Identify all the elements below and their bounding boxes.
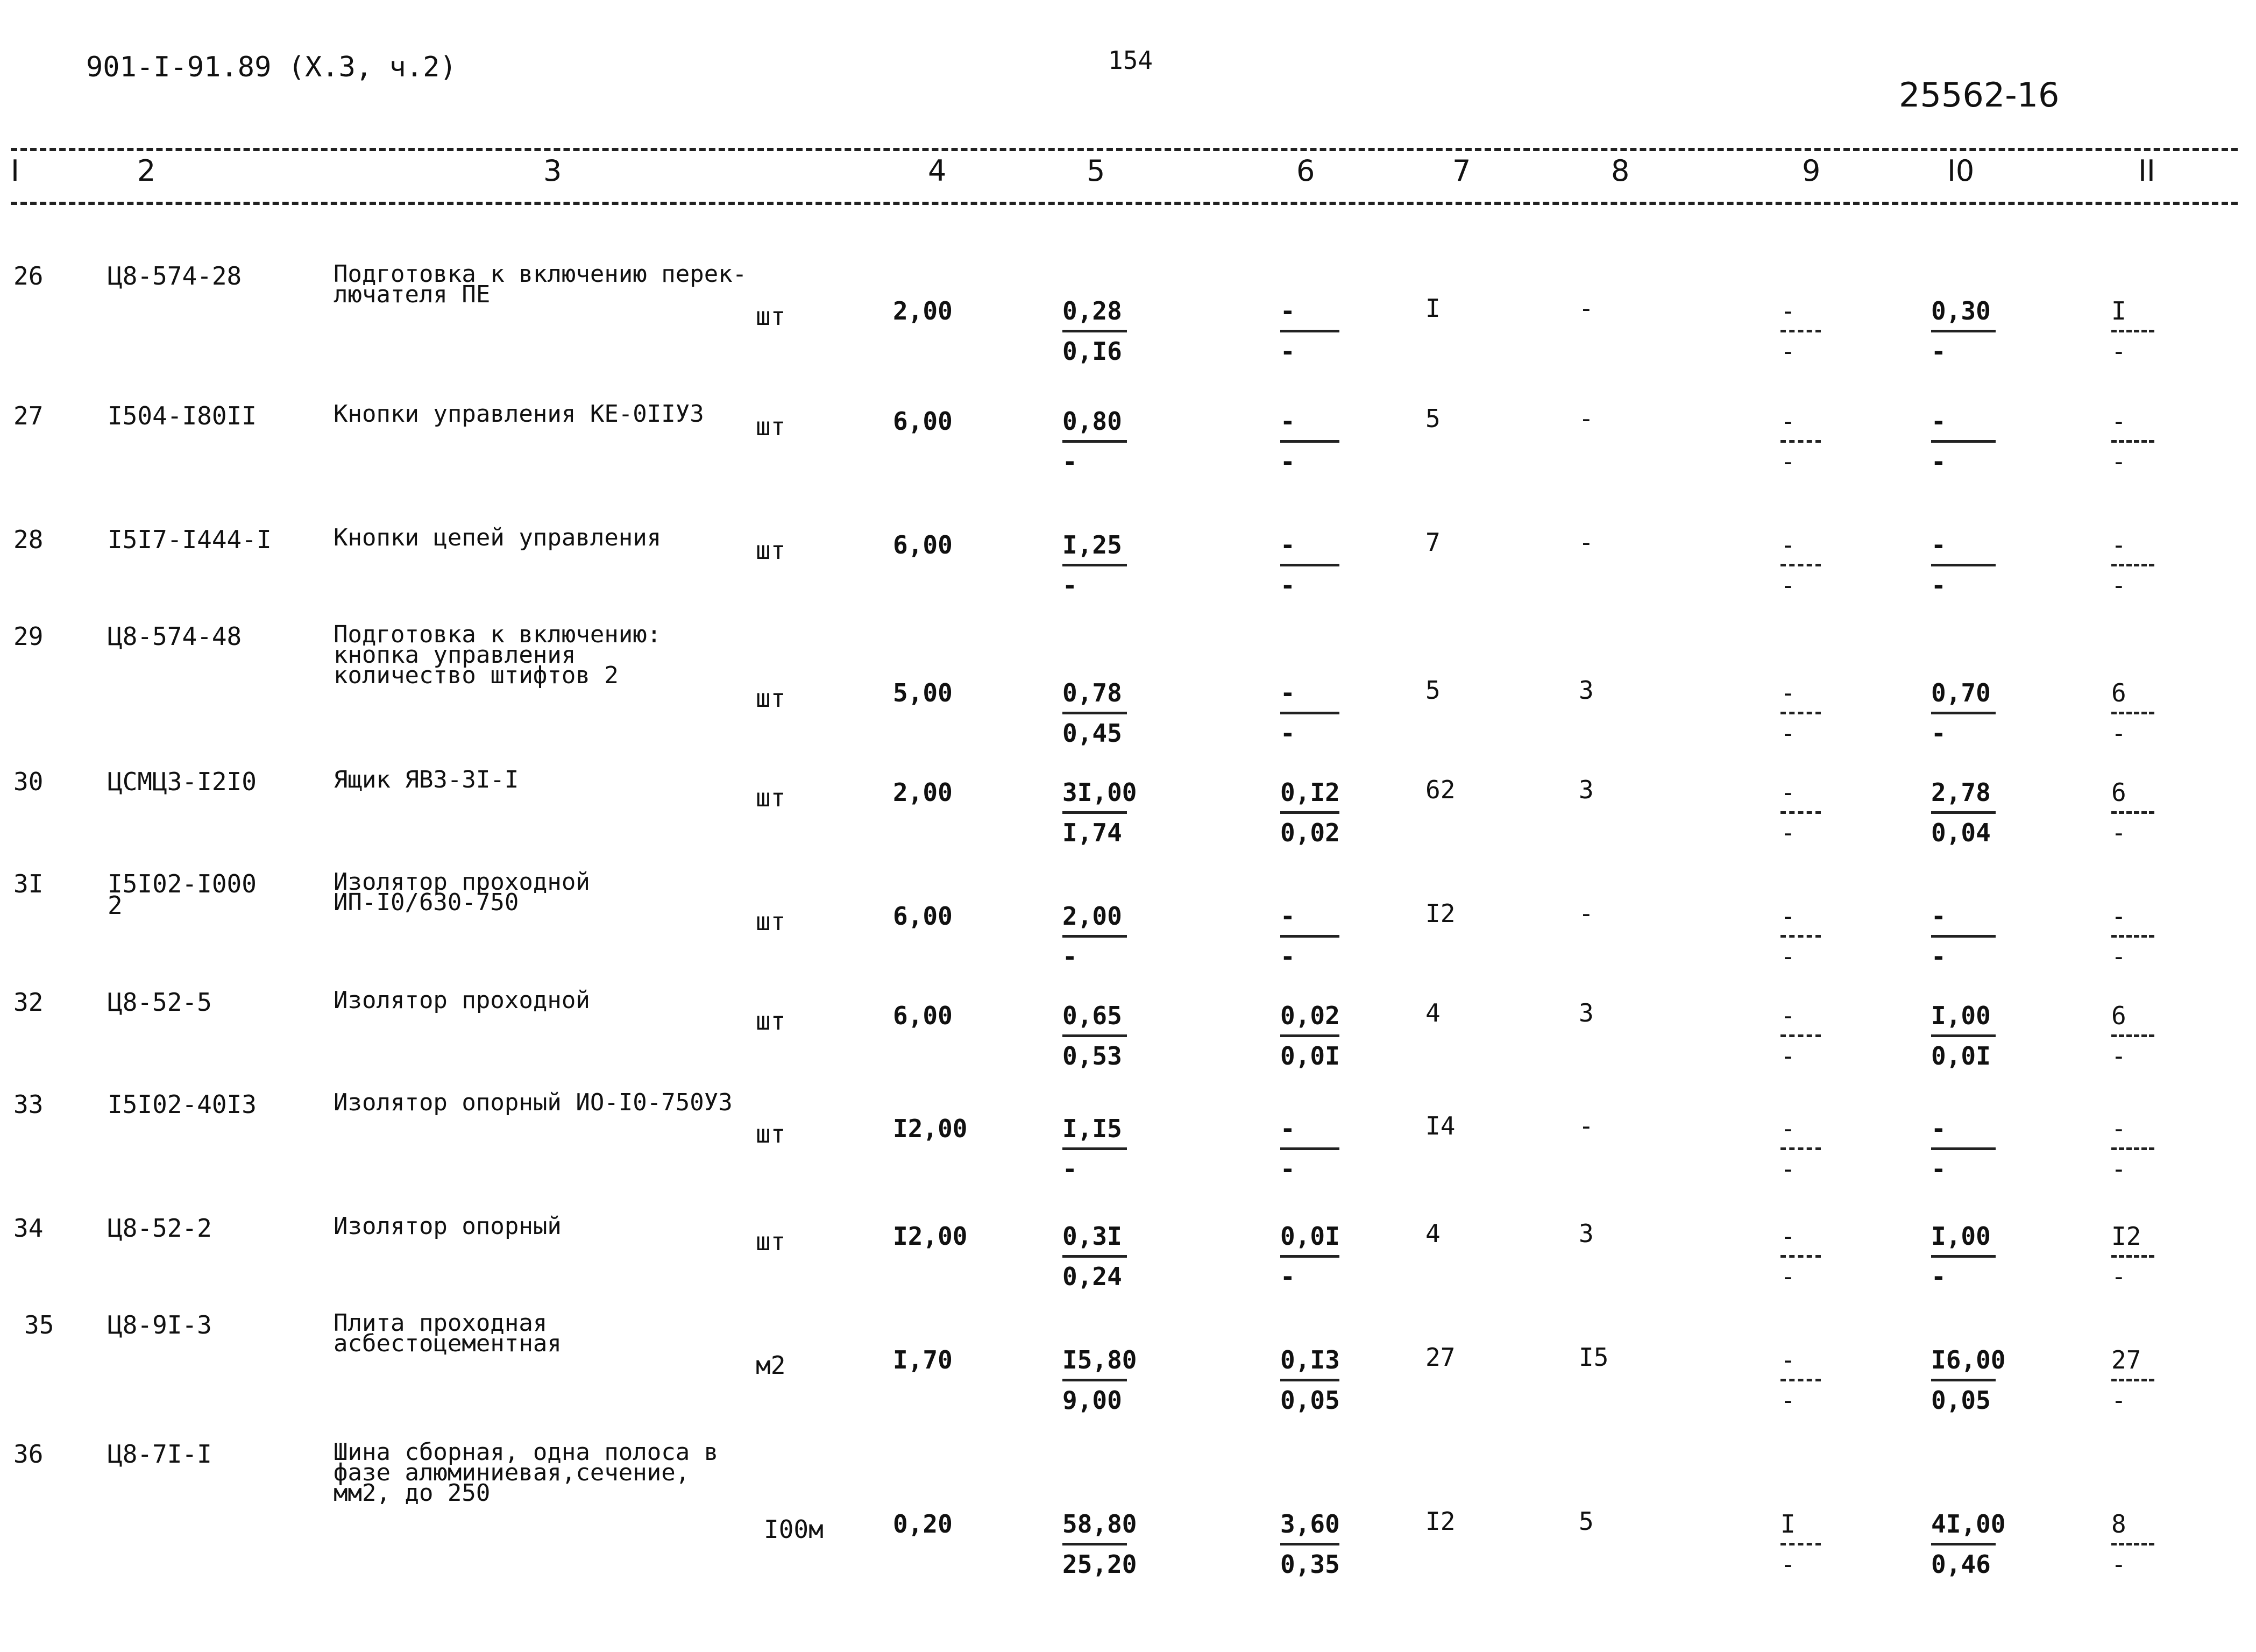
row-description-line: Шина сборная, одна полоса в	[334, 1438, 719, 1466]
row-col7: 5	[1425, 676, 1441, 705]
row-unit: I00м	[764, 1515, 824, 1544]
row-col5-divider	[1062, 1255, 1127, 1258]
row-col5-top: I5,80	[1062, 1345, 1137, 1374]
row-col10-divider	[1931, 1034, 1996, 1037]
row-col8: 3	[1579, 775, 1594, 804]
row-col6-divider	[1280, 1034, 1339, 1037]
row-col7: I2	[1425, 899, 1456, 928]
row-col5-divider	[1062, 712, 1127, 714]
row-col7: 7	[1425, 528, 1441, 557]
row-col6-bottom: -	[1280, 447, 1295, 476]
row-col5-divider	[1062, 1543, 1127, 1545]
row-col10-bottom: -	[1931, 1154, 1946, 1183]
row-col9-divider	[1780, 1543, 1821, 1545]
row-col9-bottom: -	[1780, 942, 1796, 971]
row-unit: м2	[756, 1351, 786, 1380]
row-col10-bottom: 0,04	[1931, 818, 1991, 847]
row-description-line: Изолятор опорный ИО-I0-750У3	[334, 1089, 733, 1116]
row-col5-bottom: 9,00	[1062, 1386, 1122, 1415]
row-col5-divider	[1062, 330, 1127, 332]
row-description-line: кнопка управления	[334, 641, 576, 669]
row-col11-bottom: -	[2111, 719, 2126, 748]
column-header-9: 9	[1802, 154, 1821, 188]
row-unit: шт	[756, 536, 786, 565]
row-col5-bottom: -	[1062, 1154, 1077, 1183]
row-col5-top: 0,65	[1062, 1001, 1122, 1030]
row-unit: шт	[756, 783, 786, 812]
row-col10-top: I6,00	[1931, 1345, 2006, 1374]
row-unit: шт	[756, 907, 786, 936]
row-col11-bottom: -	[2111, 447, 2126, 476]
row-col7: 4	[1425, 1219, 1441, 1248]
row-unit: шт	[756, 1006, 786, 1036]
row-number: 36	[13, 1440, 44, 1469]
row-col9-divider	[1780, 1034, 1821, 1037]
row-description-line: Изолятор проходной	[334, 868, 590, 896]
row-col6-divider	[1280, 1379, 1339, 1381]
row-col10-top: 2,78	[1931, 778, 1991, 807]
row-col6-bottom: -	[1280, 571, 1295, 600]
row-col8: -	[1579, 294, 1594, 323]
row-col10-top: -	[1931, 1114, 1946, 1143]
row-col5-top: 0,3I	[1062, 1222, 1122, 1251]
row-col11-divider	[2111, 1379, 2154, 1381]
row-col10-divider	[1931, 330, 1996, 332]
row-col9-top: -	[1780, 1114, 1796, 1143]
row-col10-bottom: -	[1931, 447, 1946, 476]
row-col6-divider	[1280, 440, 1339, 443]
row-col10-bottom: 0,0I	[1931, 1041, 1991, 1070]
row-code: Ц8-52-5	[108, 988, 212, 1017]
row-description-line: лючателя ПЕ	[334, 281, 491, 308]
row-col11-bottom: -	[2111, 337, 2126, 366]
row-col9-bottom: -	[1780, 337, 1796, 366]
column-header-4: 4	[928, 154, 947, 188]
row-col5-divider	[1062, 811, 1127, 814]
row-description-line: мм2, до 250	[334, 1479, 491, 1507]
row-col10-divider	[1931, 1255, 1996, 1258]
row-col7: 4	[1425, 998, 1441, 1027]
row-col7: I	[1425, 294, 1441, 323]
row-col5-top: 2,00	[1062, 902, 1122, 931]
row-col9-bottom: -	[1780, 1041, 1796, 1070]
row-col5-bottom: 25,20	[1062, 1550, 1137, 1579]
row-col10-bottom: -	[1931, 337, 1946, 366]
row-col6-divider	[1280, 1255, 1339, 1258]
row-col10-divider	[1931, 564, 1996, 566]
row-col10-top: -	[1931, 407, 1946, 436]
row-col11-divider	[2111, 564, 2154, 566]
row-description-line: Плита проходная	[334, 1309, 548, 1337]
row-col6-divider	[1280, 1543, 1339, 1545]
row-col5-divider	[1062, 564, 1127, 566]
row-description-line: Кнопки управления КЕ-0IIУ3	[334, 400, 704, 428]
header-top-rule	[11, 148, 2238, 151]
row-col9-divider	[1780, 712, 1821, 714]
row-code: Ц8-9I-3	[108, 1310, 212, 1339]
row-col11-top: I	[2111, 296, 2126, 325]
row-col10-divider	[1931, 712, 1996, 714]
row-number: 35	[24, 1310, 54, 1339]
row-col7: 27	[1425, 1343, 1456, 1372]
row-col6-top: -	[1280, 1114, 1295, 1143]
row-col5-bottom: 0,45	[1062, 719, 1122, 748]
row-col6-top: 0,02	[1280, 1001, 1340, 1030]
row-code: Ц8-7I-I	[108, 1440, 212, 1469]
row-col7: I4	[1425, 1111, 1456, 1140]
row-col11-divider	[2111, 1147, 2154, 1150]
row-col5-top: I,I5	[1062, 1114, 1122, 1143]
row-col8: -	[1579, 404, 1594, 433]
row-col9-bottom: -	[1780, 1154, 1796, 1183]
row-col9-top: -	[1780, 902, 1796, 931]
row-number: 29	[13, 622, 44, 651]
row-description-line: Подготовка к включению перек-	[334, 260, 747, 288]
row-col8: 3	[1579, 676, 1594, 705]
row-col9-top: -	[1780, 1222, 1796, 1251]
row-col6-divider	[1280, 330, 1339, 332]
row-col6-bottom: -	[1280, 719, 1295, 748]
row-number: 26	[13, 261, 44, 290]
row-description-line: фазе алюминиевая,сечение,	[334, 1459, 690, 1486]
row-quantity: I2,00	[893, 1114, 968, 1143]
row-col10-top: -	[1931, 530, 1946, 559]
document-reference: 901-I-91.89 (X.3, ч.2)	[86, 51, 457, 83]
row-col9-divider	[1780, 1255, 1821, 1258]
row-quantity: 6,00	[893, 902, 953, 931]
row-col6-top: 3,60	[1280, 1509, 1340, 1538]
row-col10-divider	[1931, 1543, 1996, 1545]
row-col9-top: -	[1780, 530, 1796, 559]
row-col11-top: 6	[2111, 678, 2126, 707]
row-col11-divider	[2111, 1034, 2154, 1037]
row-col9-bottom: -	[1780, 1262, 1796, 1291]
row-unit: шт	[756, 684, 786, 713]
row-col5-divider	[1062, 1379, 1127, 1381]
column-header-5: 5	[1087, 154, 1105, 188]
row-col5-top: 58,80	[1062, 1509, 1137, 1538]
row-code: I504-I80II	[108, 401, 257, 430]
row-number: 30	[13, 767, 44, 796]
row-col6-bottom: 0,05	[1280, 1386, 1340, 1415]
row-col5-top: 0,78	[1062, 678, 1122, 707]
row-quantity: 5,00	[893, 678, 953, 707]
row-quantity: 6,00	[893, 530, 953, 559]
row-col10-bottom: -	[1931, 571, 1946, 600]
row-col11-top: -	[2111, 902, 2126, 931]
row-description-line: асбестоцементная	[334, 1330, 562, 1357]
page-number: 154	[1108, 46, 1153, 75]
row-col6-top: -	[1280, 530, 1295, 559]
column-header-2: 2	[137, 154, 156, 188]
row-number: 27	[13, 401, 44, 430]
row-col9-top: -	[1780, 1001, 1796, 1030]
row-col9-top: -	[1780, 678, 1796, 707]
column-header-11: II	[2138, 154, 2155, 188]
row-code: ЦСМЦ3-I2I0	[108, 767, 257, 796]
row-description-line: Подготовка к включению:	[334, 621, 662, 648]
row-quantity: 6,00	[893, 1001, 953, 1030]
row-col9-top: -	[1780, 778, 1796, 807]
column-header-7: 7	[1452, 154, 1471, 188]
row-col11-divider	[2111, 712, 2154, 714]
row-col7: 62	[1425, 775, 1456, 804]
row-col11-divider	[2111, 330, 2154, 332]
row-quantity: 2,00	[893, 778, 953, 807]
row-col6-divider	[1280, 935, 1339, 938]
row-col10-divider	[1931, 440, 1996, 443]
column-header-8: 8	[1611, 154, 1630, 188]
row-col9-bottom: -	[1780, 719, 1796, 748]
row-col6-bottom: -	[1280, 942, 1295, 971]
row-col11-top: -	[2111, 407, 2126, 436]
row-col6-top: -	[1280, 902, 1295, 931]
row-col9-bottom: -	[1780, 818, 1796, 847]
row-col9-divider	[1780, 1147, 1821, 1150]
row-number: 34	[13, 1214, 44, 1243]
row-col5-top: I,25	[1062, 530, 1122, 559]
row-col6-top: -	[1280, 678, 1295, 707]
row-code: Ц8-574-28	[108, 261, 242, 290]
row-col5-bottom: -	[1062, 571, 1077, 600]
row-col5-bottom: I,74	[1062, 818, 1122, 847]
column-header-3: 3	[543, 154, 562, 188]
row-col9-bottom: -	[1780, 1386, 1796, 1415]
row-col9-divider	[1780, 564, 1821, 566]
row-col11-divider	[2111, 1255, 2154, 1258]
row-col9-divider	[1780, 935, 1821, 938]
row-col7: I2	[1425, 1507, 1456, 1536]
row-col11-divider	[2111, 811, 2154, 814]
row-description-line: ИП-I0/630-750	[334, 889, 519, 916]
row-col9-top: I	[1780, 1509, 1796, 1538]
row-description-line: Кнопки цепей управления	[334, 524, 662, 551]
row-quantity: 0,20	[893, 1509, 953, 1538]
row-col10-top: I,00	[1931, 1222, 1991, 1251]
row-col10-bottom: -	[1931, 719, 1946, 748]
row-col6-top: -	[1280, 407, 1295, 436]
row-col11-top: 27	[2111, 1345, 2141, 1374]
row-col8: I5	[1579, 1343, 1609, 1372]
row-col11-divider	[2111, 935, 2154, 938]
row-number: 33	[13, 1090, 44, 1119]
row-col11-top: 6	[2111, 778, 2126, 807]
row-col10-bottom: -	[1931, 1262, 1946, 1291]
row-col10-divider	[1931, 1147, 1996, 1150]
row-col5-top: 3I,00	[1062, 778, 1137, 807]
row-col5-bottom: -	[1062, 447, 1077, 476]
row-col5-divider	[1062, 1147, 1127, 1150]
row-col6-bottom: 0,02	[1280, 818, 1340, 847]
row-col7: 5	[1425, 404, 1441, 433]
row-col11-bottom: -	[2111, 1386, 2126, 1415]
row-col8: 3	[1579, 998, 1594, 1027]
row-col9-divider	[1780, 811, 1821, 814]
row-col6-bottom: -	[1280, 337, 1295, 366]
column-header-6: 6	[1296, 154, 1315, 188]
row-number: 32	[13, 988, 44, 1017]
row-col5-bottom: -	[1062, 942, 1077, 971]
row-number: 28	[13, 525, 44, 554]
row-col5-bottom: 0,24	[1062, 1262, 1122, 1291]
row-col10-divider	[1931, 1379, 1996, 1381]
row-col11-top: -	[2111, 530, 2126, 559]
row-col9-bottom: -	[1780, 1550, 1796, 1579]
row-description-line: Изолятор опорный	[334, 1213, 562, 1240]
row-col5-divider	[1062, 1034, 1127, 1037]
row-col11-bottom: -	[2111, 1262, 2126, 1291]
row-col6-top: -	[1280, 296, 1295, 325]
row-col9-top: -	[1780, 1345, 1796, 1374]
row-quantity: 6,00	[893, 407, 953, 436]
row-col10-divider	[1931, 811, 1996, 814]
row-col11-bottom: -	[2111, 1550, 2126, 1579]
row-code: Ц8-574-48	[108, 622, 242, 651]
row-quantity: I2,00	[893, 1222, 968, 1251]
row-unit: шт	[756, 1227, 786, 1256]
row-code: I5I02-I000	[108, 869, 257, 898]
row-col6-top: 0,0I	[1280, 1222, 1340, 1251]
row-col5-bottom: 0,I6	[1062, 337, 1122, 366]
row-col8: -	[1579, 528, 1594, 557]
row-col8: 3	[1579, 1219, 1594, 1248]
row-col11-top: -	[2111, 1114, 2126, 1143]
sheet-code: 25562-16	[1899, 75, 2060, 115]
row-col10-top: 0,30	[1931, 296, 1991, 325]
row-description-line: количество штифтов 2	[334, 662, 619, 689]
row-col9-divider	[1780, 330, 1821, 332]
row-number: 3I	[13, 869, 44, 898]
row-col9-top: -	[1780, 407, 1796, 436]
row-col5-top: 0,28	[1062, 296, 1122, 325]
row-col6-top: 0,I3	[1280, 1345, 1340, 1374]
row-col10-top: 0,70	[1931, 678, 1991, 707]
row-code: Ц8-52-2	[108, 1214, 212, 1243]
row-code: I5I7-I444-I	[108, 525, 272, 554]
row-col6-divider	[1280, 712, 1339, 714]
row-col6-top: 0,I2	[1280, 778, 1340, 807]
row-unit: шт	[756, 1119, 786, 1148]
row-col11-top: 8	[2111, 1509, 2126, 1538]
header-bottom-rule	[11, 202, 2238, 205]
row-col11-divider	[2111, 1543, 2154, 1545]
row-col6-bottom: -	[1280, 1262, 1295, 1291]
row-col5-divider	[1062, 935, 1127, 938]
row-col10-bottom: 0,05	[1931, 1386, 1991, 1415]
row-col10-bottom: 0,46	[1931, 1550, 1991, 1579]
row-unit: шт	[756, 412, 786, 441]
row-col10-divider	[1931, 935, 1996, 938]
row-col8: -	[1579, 899, 1594, 928]
row-col6-bottom: 0,0I	[1280, 1041, 1340, 1070]
row-col5-bottom: 0,53	[1062, 1041, 1122, 1070]
row-col10-top: -	[1931, 902, 1946, 931]
row-col8: -	[1579, 1111, 1594, 1140]
row-col11-bottom: -	[2111, 942, 2126, 971]
row-col10-top: 4I,00	[1931, 1509, 2006, 1538]
row-unit: шт	[756, 302, 786, 331]
row-quantity: 2,00	[893, 296, 953, 325]
row-col6-divider	[1280, 564, 1339, 566]
row-col11-bottom: -	[2111, 818, 2126, 847]
row-col6-bottom: 0,35	[1280, 1550, 1340, 1579]
row-col11-top: 6	[2111, 1001, 2126, 1030]
row-col6-bottom: -	[1280, 1154, 1295, 1183]
row-col10-top: I,00	[1931, 1001, 1991, 1030]
row-col11-divider	[2111, 440, 2154, 443]
row-description-line: Ящик ЯВЗ-3I-I	[334, 766, 519, 793]
row-description-line: Изолятор проходной	[334, 987, 590, 1014]
row-col11-bottom: -	[2111, 1041, 2126, 1070]
row-code: I5I02-40I3	[108, 1090, 257, 1119]
row-col5-top: 0,80	[1062, 407, 1122, 436]
row-col9-bottom: -	[1780, 447, 1796, 476]
row-col9-divider	[1780, 440, 1821, 443]
row-col9-divider	[1780, 1379, 1821, 1381]
row-col11-bottom: -	[2111, 1154, 2126, 1183]
column-header-10: I0	[1947, 154, 1975, 188]
row-col8: 5	[1579, 1507, 1594, 1536]
row-quantity: I,70	[893, 1345, 953, 1374]
row-code-suffix: 2	[108, 891, 123, 920]
column-header-1: I	[11, 154, 19, 188]
row-col10-bottom: -	[1931, 942, 1946, 971]
row-col9-bottom: -	[1780, 571, 1796, 600]
row-col5-divider	[1062, 440, 1127, 443]
row-col11-top: I2	[2111, 1222, 2141, 1251]
row-col6-divider	[1280, 1147, 1339, 1150]
row-col9-top: -	[1780, 296, 1796, 325]
row-col6-divider	[1280, 811, 1339, 814]
row-col11-bottom: -	[2111, 571, 2126, 600]
